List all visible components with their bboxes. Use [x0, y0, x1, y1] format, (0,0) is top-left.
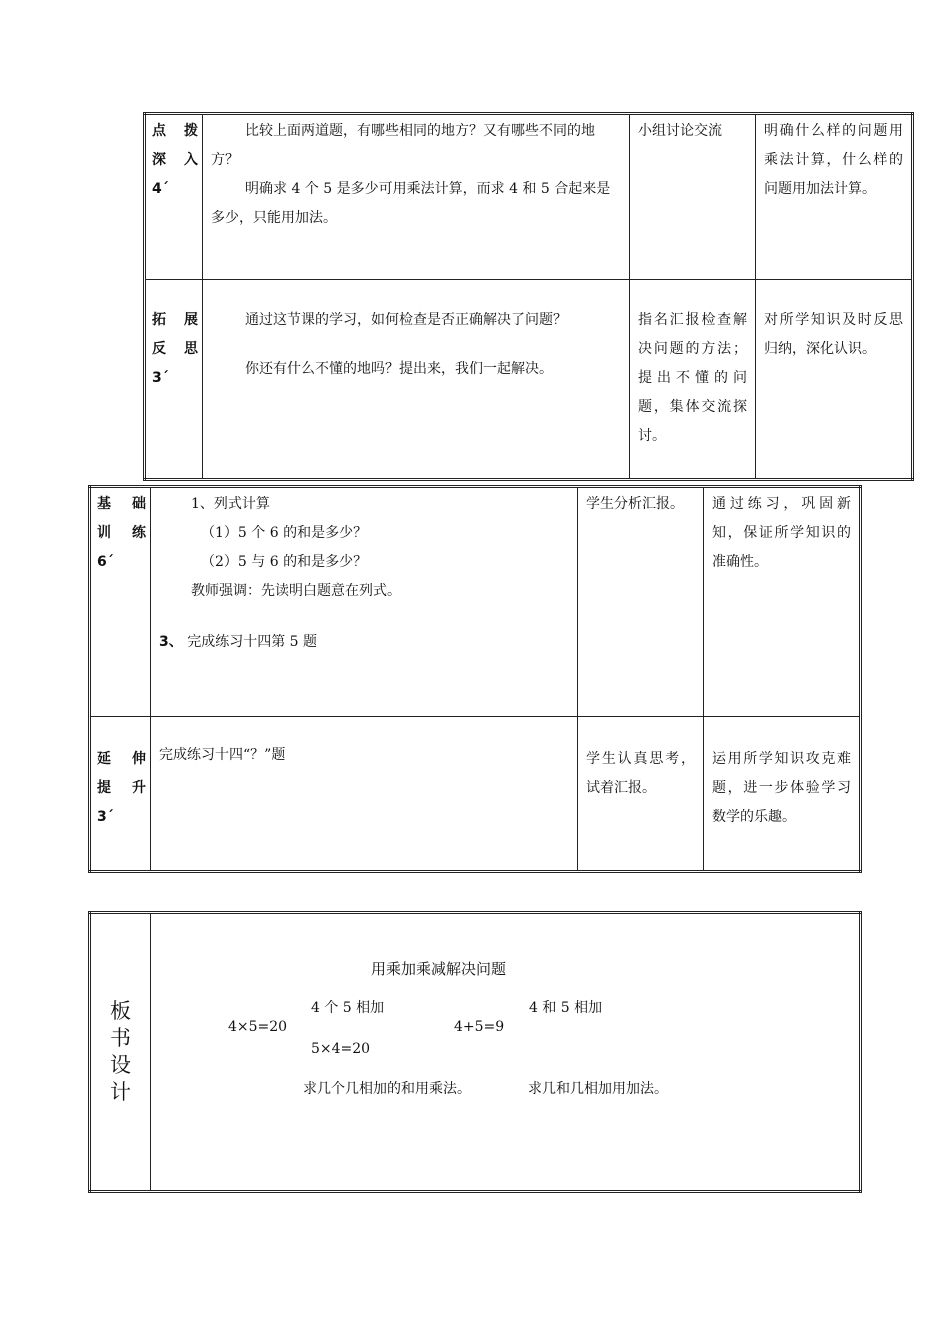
board-design-table — [88, 911, 862, 1193]
content-cell — [151, 717, 578, 872]
design-purpose-cell: 对所学知识及时反思归纳，深化认识。 — [756, 280, 913, 480]
board-layout — [151, 914, 859, 1190]
lesson-table-top — [143, 112, 914, 481]
content-paragraph: 明确求 4 个 5 是多少可用乘法计算，而求 4 和 5 合起来是多少，只能用加法。 — [211, 181, 611, 226]
stage-cell — [90, 487, 151, 717]
stage-label: 拓 展 — [152, 312, 198, 328]
board-left-equation: 4×5=20 — [228, 1019, 288, 1035]
content-cell — [151, 487, 578, 717]
stage-label: 深 入 — [152, 152, 198, 168]
content-paragraph: 通过这节课的学习，如何检查是否正确解决了问题？ — [245, 312, 567, 328]
stage-time: 3´ — [97, 809, 114, 825]
exercise-question: （1）5 个 6 的和是多少？ — [201, 525, 368, 541]
stage-label: 延 伸 — [97, 751, 146, 767]
board-right-equation: 4+5=9 — [454, 1019, 505, 1035]
board-conclusion: 求几和几相加用加法。 — [528, 1081, 668, 1097]
exercise-number: 3、 — [159, 634, 183, 650]
exercise-question: （2）5 与 6 的和是多少？ — [201, 554, 368, 570]
student-activity-cell: 指名汇报检查解决问题的方法；提出不懂的问题，集体交流探讨。 — [630, 280, 756, 480]
stage-time: 3´ — [152, 370, 169, 386]
design-purpose-cell: 通过练习，巩固新知，保证所学知识的准确性。 — [704, 487, 861, 717]
board-content — [151, 913, 861, 1192]
content-paragraph: 完成练习十四“？”题 — [159, 747, 286, 763]
board-label-char: 计 — [110, 1080, 131, 1104]
content-cell — [203, 114, 630, 280]
stage-time: 6´ — [97, 554, 114, 570]
board-left-caption: 4 个 5 相加 — [311, 1000, 385, 1016]
stage-cell — [145, 280, 203, 480]
stage-time: 4´ — [152, 181, 169, 197]
board-left-equation: 5×4=20 — [311, 1041, 371, 1057]
student-activity-cell: 小组讨论交流 — [630, 114, 756, 280]
table-row — [145, 114, 913, 280]
stage-label: 反思 — [152, 341, 198, 357]
board-conclusion: 求几个几相加的和用乘法。 — [303, 1081, 471, 1097]
exercise-text: 完成练习十四第 5 题 — [187, 634, 318, 650]
teacher-note: 教师强调：先读明白题意在列式。 — [191, 583, 401, 599]
board-label-char: 设 — [110, 1053, 131, 1077]
exercise-heading — [159, 628, 569, 657]
stage-label: 点 拨 — [152, 123, 198, 139]
table-row — [90, 717, 861, 872]
stage-cell — [145, 114, 203, 280]
board-title: 用乘加乘减解决问题 — [371, 960, 507, 978]
design-purpose-cell: 运用所学知识攻克难题，进一步体验学习数学的乐趣。 — [704, 717, 861, 872]
content-cell — [203, 280, 630, 480]
table-row — [145, 280, 913, 480]
table-row — [90, 913, 861, 1192]
board-label-char: 书 — [110, 1026, 131, 1050]
board-label-char: 板 — [110, 999, 131, 1023]
exercise-heading: 1、列式计算 — [191, 496, 270, 512]
content-paragraph: 你还有什么不懂的地吗？提出来，我们一起解决。 — [245, 361, 553, 377]
stage-label: 提 升 — [97, 780, 146, 796]
stage-label: 基 础 — [97, 496, 146, 512]
stage-label: 训 练 — [97, 525, 146, 541]
board-right-caption: 4 和 5 相加 — [529, 1000, 603, 1016]
table-row — [90, 487, 861, 717]
board-design-label — [90, 913, 151, 1192]
content-paragraph: 比较上面两道题，有哪些相同的地方？又有哪些不同的地方？ — [211, 123, 595, 168]
student-activity-cell: 学生分析汇报。 — [578, 487, 704, 717]
student-activity-cell: 学生认真思考，试着汇报。 — [578, 717, 704, 872]
design-purpose-cell: 明确什么样的问题用乘法计算，什么样的问题用加法计算。 — [756, 114, 913, 280]
lesson-table-middle — [88, 485, 862, 873]
stage-cell — [90, 717, 151, 872]
